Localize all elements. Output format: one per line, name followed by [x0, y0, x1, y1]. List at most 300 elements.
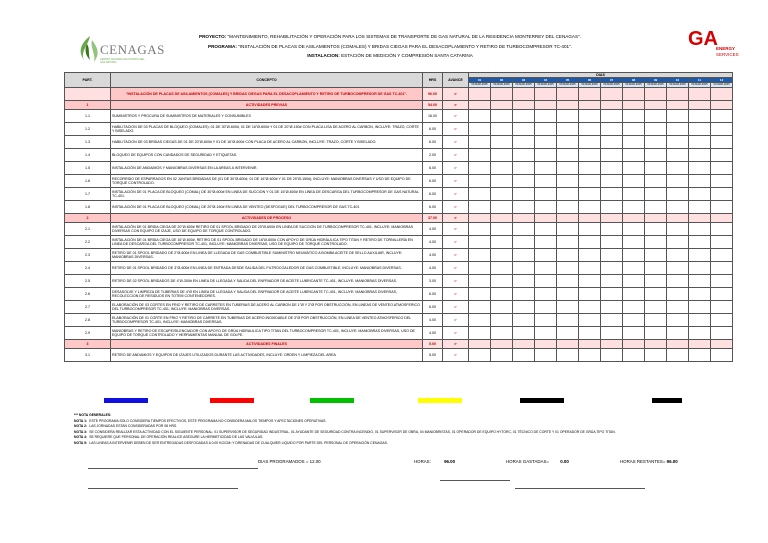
gantt-cell	[623, 288, 645, 301]
hrs-cell: 96.00	[423, 88, 443, 101]
gantt-cell	[711, 101, 733, 110]
horas-gastadas-value: 0.00	[560, 459, 569, 464]
gantt-cell	[557, 188, 579, 201]
note-text: SE CONSIDERA REALIZAR ESTA ACTIVIDAD CON EL SIGUIENTE PERSONAL: 01 SUPERVISOR DE SEGURIDAD INDUSTRIAL, 01 AYUDANTE DE SEGURIDAD CONTRA INCENDIO, 01 SUPERVISOR DE OBRA, 04 MANIOBRISTAS, 01 OPERADOR DE EQUIPO HYTORC, 01 TÉCNICO DE CORTE Y 01 OPERADOR DE GRÚA TIPO TITAN.	[89, 429, 616, 434]
part-cell: 2.1	[65, 223, 111, 236]
dias-programados-label: DIAS PROGRAMADOS =	[258, 459, 309, 464]
gantt-cell	[711, 275, 733, 288]
gantt-cell	[623, 123, 645, 136]
gantt-cell	[535, 327, 557, 340]
gantt-cell	[667, 349, 689, 362]
gantt-cell	[579, 162, 601, 175]
concepto-cell: INSTALACIÓN DE 01 PLACA DE BLOQUEO (COMAL) DE 20"Ø-150# EN LINEA DE VENTEO (DESFOGUE) DEL TURBOCOMPRESOR DE GAS TC-401	[111, 201, 423, 214]
note-label: NOTA 3:	[74, 429, 88, 434]
gantt-cell	[645, 188, 667, 201]
note-label: NOTA 4:	[74, 435, 88, 439]
gantt-cell	[667, 88, 689, 101]
gantt-cell	[645, 288, 667, 301]
gantt-cell	[601, 123, 623, 136]
table-row	[65, 349, 733, 362]
day-date: 03-MAR-2025	[535, 83, 557, 88]
gantt-cell	[491, 349, 513, 362]
day-date: 03-MAR-2025	[601, 83, 623, 88]
gantt-cell	[535, 88, 557, 101]
gantt-cell	[535, 236, 557, 249]
gantt-cell	[711, 301, 733, 314]
gantt-cell	[535, 301, 557, 314]
part-cell: 2.7	[65, 301, 111, 314]
gantt-cell	[557, 88, 579, 101]
hrs-cell: 3.00	[423, 275, 443, 288]
gantt-cell	[535, 101, 557, 110]
gantt-cell	[623, 301, 645, 314]
gantt-cell	[535, 201, 557, 214]
gantt-cell	[711, 340, 733, 349]
gantt-cell	[535, 136, 557, 149]
gantt-cell	[689, 201, 711, 214]
gantt-cell	[513, 236, 535, 249]
part-cell: 3	[65, 340, 111, 349]
gantt-cell	[601, 149, 623, 162]
gantt-cell	[711, 223, 733, 236]
gantt-cell	[491, 175, 513, 188]
hrs-cell: 4.00	[423, 314, 443, 327]
horas-restantes-value: 96.00	[666, 459, 678, 464]
gantt-cell	[645, 262, 667, 275]
gantt-cell	[623, 101, 645, 110]
gantt-cell	[667, 149, 689, 162]
gantt-cell	[689, 249, 711, 262]
footer-dias	[258, 459, 321, 464]
gantt-cell	[491, 162, 513, 175]
concepto-cell: BLOQUEO DE EQUIPOS CON CANDADOS DE SEGURIDAD Y ETIQUETAS.	[111, 149, 423, 162]
day-date: 03-MAR-2025	[711, 83, 733, 88]
part-cell: 1.8	[65, 201, 111, 214]
gantt-cell	[623, 262, 645, 275]
gantt-cell	[579, 262, 601, 275]
gantt-cell	[623, 175, 645, 188]
gantt-cell	[513, 301, 535, 314]
horas-label: HORAS:	[414, 459, 431, 464]
gantt-cell	[513, 314, 535, 327]
gantt-cell	[513, 136, 535, 149]
gantt-cell	[689, 136, 711, 149]
gantt-cell	[645, 175, 667, 188]
gantt-cell	[645, 149, 667, 162]
hrs-cell: 6.00	[423, 162, 443, 175]
hrs-cell: 6.00	[423, 301, 443, 314]
gantt-cell	[667, 275, 689, 288]
gantt-cell	[711, 88, 733, 101]
gantt-cell	[513, 262, 535, 275]
gantt-cell	[645, 88, 667, 101]
gantt-cell	[535, 214, 557, 223]
part-cell: 2.8	[65, 314, 111, 327]
gantt-cell	[535, 249, 557, 262]
day-header: 09	[645, 78, 667, 83]
part-cell	[65, 88, 111, 101]
gantt-cell	[623, 88, 645, 101]
part-cell: 2	[65, 214, 111, 223]
gantt-cell	[667, 223, 689, 236]
gantt-cell	[513, 340, 535, 349]
gantt-cell	[623, 249, 645, 262]
gantt-cell	[711, 149, 733, 162]
gantt-cell	[623, 327, 645, 340]
avance-cell: P	[443, 314, 469, 327]
gantt-cell	[513, 327, 535, 340]
hrs-cell: 4.00	[423, 236, 443, 249]
table-row	[65, 314, 733, 327]
gantt-cell	[491, 136, 513, 149]
gantt-cell	[711, 188, 733, 201]
table-row	[65, 275, 733, 288]
table-row	[65, 88, 733, 101]
gantt-cell	[469, 149, 491, 162]
gantt-cell	[711, 136, 733, 149]
schedule-body	[65, 88, 733, 362]
proyecto-text: "MANTENIMIENTO, REHABILITACIÓN Y OPERACIÓN PARA LOS SISTEMAS DE TRANSPORTE DE GAS NATURAL DE LA RESIDENCIA MONTERREY DEL CENAGAS".	[227, 34, 581, 39]
gantt-cell	[469, 123, 491, 136]
gantt-cell	[491, 275, 513, 288]
table-row	[65, 262, 733, 275]
footer-restantes	[620, 459, 678, 464]
gantt-cell	[711, 327, 733, 340]
gantt-cell	[535, 149, 557, 162]
gantt-cell	[689, 162, 711, 175]
signature-line	[515, 488, 645, 489]
gantt-cell	[491, 188, 513, 201]
col-part-header: PART.	[65, 73, 111, 88]
gantt-cell	[623, 214, 645, 223]
day-header: 10	[667, 78, 689, 83]
gantt-cell	[579, 149, 601, 162]
part-cell: 1	[65, 101, 111, 110]
gantt-cell	[623, 340, 645, 349]
gantt-cell	[469, 327, 491, 340]
part-cell: 3.1	[65, 349, 111, 362]
cenagas-subtitle: CENTRO NACIONAL DE CONTROL DEL GAS NATURAL	[100, 58, 145, 64]
legend-color-bar	[310, 398, 354, 403]
part-cell: 2.5	[65, 275, 111, 288]
part-cell: 1.7	[65, 188, 111, 201]
gantt-cell	[601, 249, 623, 262]
avance-cell: P	[443, 262, 469, 275]
part-cell: 2.4	[65, 262, 111, 275]
gantt-cell	[557, 262, 579, 275]
signature-line	[88, 468, 258, 469]
gantt-cell	[579, 88, 601, 101]
hrs-cell: 5.00	[423, 340, 443, 349]
gantt-cell	[645, 314, 667, 327]
gantt-cell	[557, 123, 579, 136]
hrs-cell: 16.00	[423, 110, 443, 123]
avance-cell: P	[443, 327, 469, 340]
gantt-cell	[469, 301, 491, 314]
concepto-cell: RETIRO DE ANDAMIOS Y EQUIPOS DE IZAJES UTILIZADOS DURANTE LAS ACTIVIDADES, INCLUYE: ORDEN Y LIMPIEZA DEL AREA	[111, 349, 423, 362]
gantt-cell	[557, 136, 579, 149]
gantt-cell	[623, 162, 645, 175]
note-text: SE REQUIERE QUE PERSONAL DE OPERACIÓN REALICE ASEGURE LA HERMETICIDAD DE LAS VALVULAS.	[89, 435, 264, 439]
gantt-cell	[579, 327, 601, 340]
gantt-cell	[535, 275, 557, 288]
gantt-cell	[469, 188, 491, 201]
gantt-cell	[711, 123, 733, 136]
gantt-cell	[711, 262, 733, 275]
gantt-cell	[711, 201, 733, 214]
gantt-cell	[645, 214, 667, 223]
gantt-cell	[645, 327, 667, 340]
concepto-cell: INSTALACIÓN DE 01 PLACA DE BLOQUEO (COMAL) DE 30"Ø-600# EN LINEA DE SUCCION Y 01 DE 16"Ø-600# EN LINEA DE DESCARGA DEL TURBOCOMPRESOR DE GAS NATURAL TC-401.	[111, 188, 423, 201]
gantt-cell	[469, 314, 491, 327]
concepto-cell: INSTALACIÓN DE 01 BRIDA CIEGA DE 20"Ø-600# RETIRO DE 01 SPOOL BRIDADO DE 20"Ø-600# EN LINEA DE SUCCION DE TURBOCOMPRESOR TC-401, INCLUYE: MANIOBRAS DIVERSAS CON EQUIPO DE IZAJE, USO DE EQUIPO DE TORQUE CONTROLADO.	[111, 223, 423, 236]
gantt-cell	[491, 123, 513, 136]
table-row	[65, 214, 733, 223]
part-cell: 1.4	[65, 149, 111, 162]
gantt-cell	[491, 88, 513, 101]
part-cell: 1.1	[65, 110, 111, 123]
gantt-cell	[689, 275, 711, 288]
gantt-cell	[579, 314, 601, 327]
ga-name: GA	[688, 28, 718, 50]
proyecto-line	[100, 34, 680, 40]
gantt-cell	[469, 249, 491, 262]
programa-label: PROGRAMA:	[208, 44, 237, 49]
gantt-cell	[689, 288, 711, 301]
part-cell: 1.5	[65, 162, 111, 175]
gantt-cell	[491, 249, 513, 262]
part-cell: 1.6	[65, 175, 111, 188]
gantt-cell	[491, 314, 513, 327]
gantt-cell	[469, 262, 491, 275]
gantt-cell	[469, 223, 491, 236]
gantt-cell	[535, 223, 557, 236]
gantt-cell	[667, 188, 689, 201]
gantt-cell	[645, 249, 667, 262]
gantt-cell	[623, 314, 645, 327]
notes-list	[74, 419, 764, 447]
gantt-cell	[513, 275, 535, 288]
gantt-cell	[491, 110, 513, 123]
table-row	[65, 110, 733, 123]
gantt-cell	[623, 110, 645, 123]
avance-cell: P	[443, 301, 469, 314]
table-row	[65, 301, 733, 314]
gantt-cell	[623, 149, 645, 162]
avance-cell: P	[443, 101, 469, 110]
part-cell: 1.2	[65, 123, 111, 136]
table-row	[65, 175, 733, 188]
gantt-cell	[645, 275, 667, 288]
gantt-cell	[469, 110, 491, 123]
table-row	[65, 223, 733, 236]
gantt-cell	[711, 214, 733, 223]
gantt-cell	[491, 340, 513, 349]
part-cell: 2.9	[65, 327, 111, 340]
part-cell: 2.2	[65, 236, 111, 249]
legend-color-bar	[104, 398, 148, 403]
gantt-cell	[469, 201, 491, 214]
note-label: NOTA 1:	[74, 418, 88, 423]
concepto-cell: HABILITACION DE 03 PLACAS DE BLOQUEO (COMALES): 01 DE 30"Ø-600#, 01 DE 16"Ø-600# Y 01 DE 20"Ø-150# CON PLACA LISA DE ACERO AL CARBON, INCLUYE: TRAZO, CORTE Y BISELADO.	[111, 123, 423, 136]
concepto-cell: ACTIVIDADES PREVIAS	[111, 101, 423, 110]
gantt-cell	[601, 201, 623, 214]
legend-color-bar	[520, 398, 564, 403]
gantt-cell	[535, 188, 557, 201]
gantt-cell	[667, 249, 689, 262]
gantt-cell	[623, 188, 645, 201]
gantt-cell	[601, 223, 623, 236]
table-row	[65, 288, 733, 301]
gantt-cell	[469, 349, 491, 362]
gantt-cell	[513, 123, 535, 136]
gantt-cell	[689, 101, 711, 110]
gantt-cell	[579, 201, 601, 214]
table-row	[65, 340, 733, 349]
gantt-cell	[667, 101, 689, 110]
dias-header: DIAS	[469, 73, 733, 78]
day-date: 03-MAR-2025	[491, 83, 513, 88]
gantt-cell	[601, 275, 623, 288]
gantt-cell	[645, 201, 667, 214]
gantt-cell	[667, 136, 689, 149]
gantt-cell	[513, 288, 535, 301]
concepto-cell: INSTALACIÓN DE 01 BRIDA CIEGA DE 16"Ø-600#, RETIRO DE 01 SPOOL BRIDADO DE 16"Ø-600# CON APOYO DE GRÚA HIDRÁULICA TIPO TITAN Y RETIRO DE TORNILLERÍA EN LINEA DE DESCARGA DEL TURBOCOMPRESOR TC-401, INCLUYE: MANIOBRAS DIVERSAS, USO DE EQUIPO DE TORQUE CONTROLADO.	[111, 236, 423, 249]
gantt-cell	[601, 175, 623, 188]
gantt-cell	[689, 110, 711, 123]
gantt-cell	[513, 349, 535, 362]
avance-cell: P	[443, 136, 469, 149]
day-header: 06	[579, 78, 601, 83]
gantt-cell	[579, 340, 601, 349]
gantt-cell	[689, 175, 711, 188]
gantt-cell	[667, 327, 689, 340]
day-header: 12	[711, 78, 733, 83]
gantt-cell	[689, 301, 711, 314]
avance-cell: P	[443, 340, 469, 349]
gantt-cell	[557, 149, 579, 162]
concepto-cell: RECORRIDO DE ESPARRAGOS EN 02 JUNTAS BRIDADAS DE (01 DE 30"Ø-600#, 01 DE 16"Ø-600# Y 01 DE 20"Ø-150#), INCLUYE: MANIOBRAS DIVERSAS Y USO DE EQUIPO DE TORQUE CONTROLADO.	[111, 175, 423, 188]
hrs-cell: 6.00	[423, 175, 443, 188]
col-hrs-header: HRS	[423, 73, 443, 88]
gantt-cell	[689, 223, 711, 236]
gantt-cell	[579, 101, 601, 110]
gantt-cell	[601, 349, 623, 362]
gantt-cell	[557, 314, 579, 327]
day-header: 04	[535, 78, 557, 83]
signature-line	[88, 488, 238, 489]
hrs-cell: 54.00	[423, 101, 443, 110]
gantt-cell	[645, 123, 667, 136]
gantt-cell	[469, 101, 491, 110]
gantt-cell	[711, 249, 733, 262]
gantt-cell	[645, 349, 667, 362]
gantt-cell	[601, 88, 623, 101]
gantt-cell	[535, 340, 557, 349]
table-row	[65, 188, 733, 201]
hrs-cell: 4.00	[423, 262, 443, 275]
gantt-cell	[469, 214, 491, 223]
gantt-cell	[579, 301, 601, 314]
concepto-cell: RETIRO DE 01 SPOOL BRIDADO DE 2"Ø-600# EN LINEA DE LLEGADA DE GAS COMBUSTIBLE SUMINISTRO NEUMÁTICO A BOMBA ACEITE DE SELLO AUXILIAR, INCLUYE: MANIOBRAS DIVERSAS.	[111, 249, 423, 262]
day-header: 03	[513, 78, 535, 83]
day-date: 03-MAR-2025	[579, 83, 601, 88]
avance-cell: P	[443, 188, 469, 201]
gantt-cell	[513, 188, 535, 201]
gantt-cell	[513, 249, 535, 262]
gantt-cell	[711, 162, 733, 175]
gantt-cell	[645, 136, 667, 149]
day-header: 02	[491, 78, 513, 83]
gantt-cell	[711, 288, 733, 301]
gantt-cell	[469, 175, 491, 188]
table-row	[65, 123, 733, 136]
gantt-cell	[645, 236, 667, 249]
footer-gastadas	[506, 459, 569, 464]
cenagas-name: CENAGAS	[100, 42, 165, 57]
proyecto-label: PROYECTO:	[199, 34, 227, 39]
instalacion-line	[100, 53, 680, 59]
avance-cell: P	[443, 149, 469, 162]
gantt-cell	[601, 162, 623, 175]
gantt-cell	[667, 123, 689, 136]
gantt-cell	[557, 301, 579, 314]
col-concepto-header: CONCEPTO	[111, 73, 423, 88]
note-label: NOTA 5:	[74, 440, 88, 445]
gantt-cell	[711, 236, 733, 249]
horas-value: 96.00	[444, 459, 456, 464]
gantt-cell	[513, 149, 535, 162]
day-date: 03-MAR-2025	[667, 83, 689, 88]
gantt-cell	[535, 288, 557, 301]
concepto-cell: INSTALACIÓN DE ANDAMIOS Y MANIOBRAS DIVERSAS EN LA AREAS A INTERVENIR.	[111, 162, 423, 175]
gantt-cell	[711, 175, 733, 188]
avance-cell: P	[443, 236, 469, 249]
part-cell: 2.3	[65, 249, 111, 262]
gantt-cell	[623, 236, 645, 249]
concepto-cell: ELABORACIÓN DE 03 CORTES EN FRIO Y RETIRO DE CARRETES EN TUBERIAS DE ACERO AL CARBON DE 1"Ø Y 2"Ø POR OBSTRUCCIÓN, EN LINEAS DE VENTEO ATMOSFERICO DEL TURBOCOMPRESOR TC-401, INCLUYE: MANIOBRAS DIVERSAS.	[111, 301, 423, 314]
avance-cell: P	[443, 162, 469, 175]
avance-cell: P	[443, 223, 469, 236]
avance-cell: P	[443, 214, 469, 223]
gantt-cell	[513, 214, 535, 223]
table-row	[65, 236, 733, 249]
day-date: 03-MAR-2025	[469, 83, 491, 88]
programa-line	[100, 44, 680, 50]
day-header: 05	[557, 78, 579, 83]
note-label: NOTA 2:	[74, 424, 88, 428]
gantt-cell	[535, 175, 557, 188]
gantt-cell	[557, 236, 579, 249]
concepto-cell: ACTIVIDADES DE PROCESO	[111, 214, 423, 223]
gantt-cell	[667, 301, 689, 314]
gantt-cell	[513, 88, 535, 101]
gantt-cell	[557, 162, 579, 175]
gantt-cell	[689, 314, 711, 327]
gantt-cell	[491, 236, 513, 249]
concepto-cell: ACTIVIDADES FINALES	[111, 340, 423, 349]
gantt-cell	[469, 162, 491, 175]
hrs-cell: 6.00	[423, 288, 443, 301]
day-date: 03-MAR-2025	[689, 83, 711, 88]
legend-color-bar	[210, 398, 254, 403]
avance-cell: P	[443, 175, 469, 188]
gantt-cell	[557, 110, 579, 123]
gantt-cell	[535, 262, 557, 275]
hrs-cell: 6.00	[423, 201, 443, 214]
gantt-cell	[513, 175, 535, 188]
gantt-cell	[601, 136, 623, 149]
